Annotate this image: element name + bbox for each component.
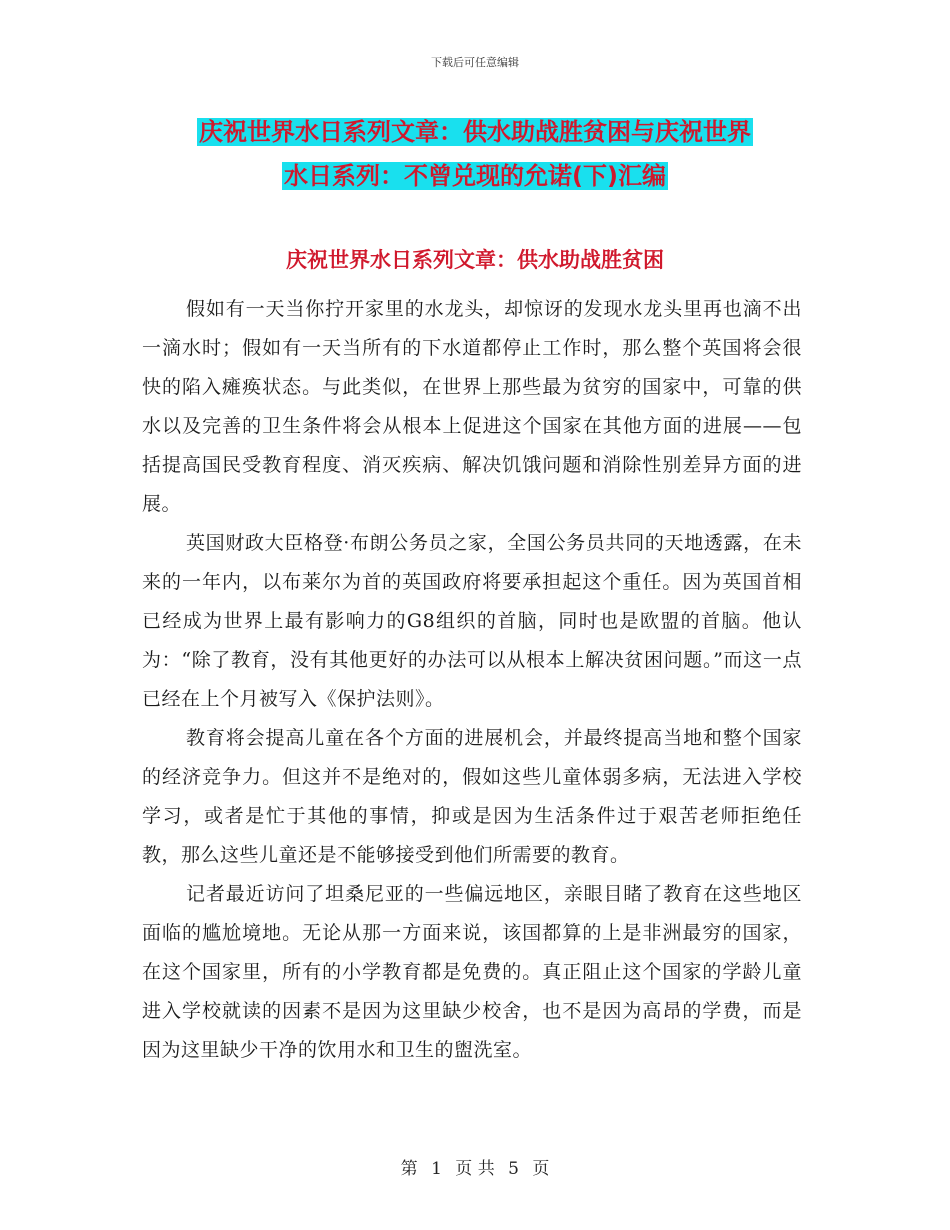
page-total: 5 (508, 1159, 519, 1179)
title-line-2: 水日系列：不曾兑现的允诺(下)汇编 (284, 162, 666, 190)
article-body (142, 290, 802, 1070)
paragraph-1: 假如有一天当你拧开家里的水龙头，却惊讶的发现水龙头里再也滴不出一滴水时；假如有一天当所有的下水道都停止工作时，那么整个英国将会很快的陷入瘫痪状态。与此类似，在世界上那些最为贫穷的国家中，可靠的供水以及完善的卫生条件将会从根本上促进这个国家在其他方面的进展——包括提高国民受教育程度、消灭疾病、解决饥饿问题和消除性别差异方面的进展。 (142, 298, 802, 515)
footer-prefix: 第 (400, 1159, 418, 1179)
paragraph-4: 记者最近访问了坦桑尼亚的一些偏远地区，亲眼目睹了教育在这些地区面临的尴尬境地。无论从那一方面来说，该国都算的上是非洲最穷的国家，在这个国家里，所有的小学教育都是免费的。真正阻止这个国家的学龄儿童进入学校就读的因素不是因为这里缺少校舍，也不是因为高昂的学费，而是因为这里缺少干净的饮用水和卫生的盥洗室。 (142, 883, 802, 1061)
paragraph-2: 英国财政大臣格登·布朗公务员之家，全国公务员共同的天地透露，在未来的一年内，以布莱尔为首的英国政府将要承担起这个重任。因为英国首相已经成为世界上最有影响力的G8组织的首脑，同时也是欧盟的首脑。他认为：“除了教育，没有其他更好的办法可以从根本上解决贫困问题。”而这一点已经在上个月被写入《保护法则》。 (142, 532, 802, 710)
footer-suffix: 页 (532, 1159, 550, 1179)
page-footer (0, 1154, 950, 1179)
page-number: 1 (431, 1159, 442, 1179)
title-line-1: 庆祝世界水日系列文章：供水助战胜贫困与庆祝世界 (199, 118, 751, 146)
document-title (0, 110, 950, 198)
footer-mid: 页 共 (455, 1159, 495, 1179)
section-title: 庆祝世界水日系列文章：供水助战胜贫困 (286, 248, 664, 272)
header-note: 下载后可任意编辑 (431, 56, 519, 69)
paragraph-3: 教育将会提高儿童在各个方面的进展机会，并最终提高当地和整个国家的经济竞争力。但这并不是绝对的，假如这些儿童体弱多病，无法进入学校学习，或者是忙于其他的事情，抑或是因为生活条件过于艰苦老师拒绝任教，那么这些儿童还是不能够接受到他们所需要的教育。 (142, 727, 802, 866)
